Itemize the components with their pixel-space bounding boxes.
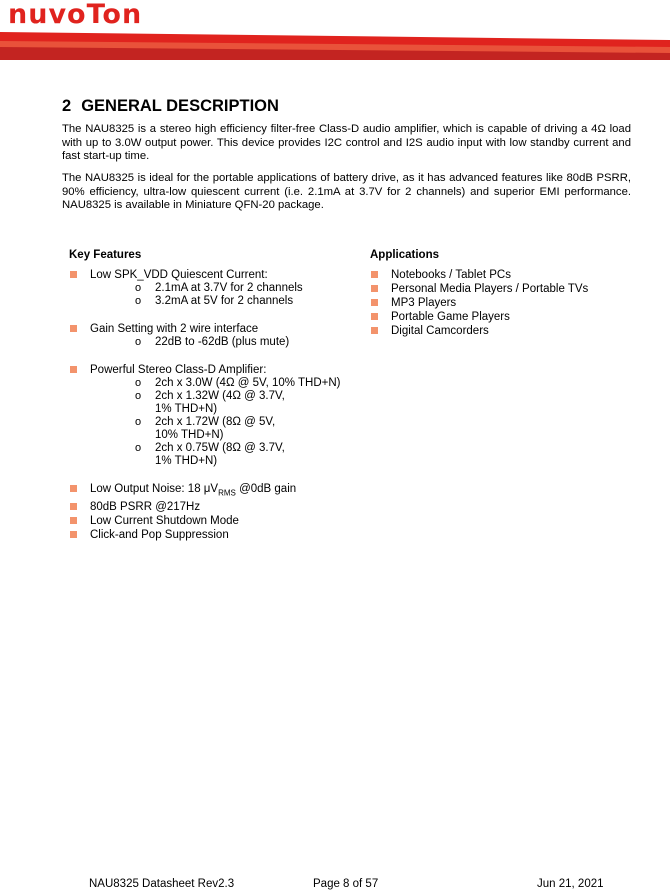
square-bullet-icon [70,503,77,510]
sub-item-text: 2ch x 1.32W (4Ω @ 3.7V, 1% THD+N) [155,390,285,415]
sub-item-text: 2ch x 0.75W (8Ω @ 3.7V, 1% THD+N) [155,442,285,467]
feature-label: Low SPK_VDD Quiescent Current: [90,269,268,281]
circle-bullet-icon: o [135,295,142,307]
feature-label: Low Current Shutdown Mode [90,515,239,528]
section-number: 2 [62,97,72,115]
section-title-text: GENERAL DESCRIPTION [81,97,279,115]
description-paragraph-2: The NAU8325 is ideal for the portable applications of battery drive, as it has advanced features like 80dB PSRR, 90% efficiency, ultra-low quiescent current (i.e. 2.1mA at 3.7V for 2 channels) and superior EMI performance. NAU8325 is available in Miniature QFN-20 package. [62,172,631,212]
rms-subscript: RMS [218,488,236,498]
application-label: Digital Camcorders [391,325,489,337]
circle-bullet-icon: o [135,282,142,294]
sub-item [90,416,290,442]
applications-heading: Applications [370,249,440,261]
application-label: Portable Game Players [391,311,510,323]
sub-item [90,377,375,390]
circle-bullet-icon: o [135,390,142,402]
section-title [62,96,279,116]
sub-item-text: 2.1mA at 3.7V for 2 channels [155,282,303,294]
application-item [370,324,640,338]
sub-item [90,295,375,308]
footer-date: Jun 21, 2021 [537,878,604,890]
square-bullet-icon [371,313,378,320]
square-bullet-icon [371,299,378,306]
description-paragraph-1: The NAU8325 is a stereo high efficiency filter-free Class-D audio amplifier, which is capable of driving a 4Ω load with up to 3.0W output power. This device provides I2C control and I2S audio input with low standby current and fast start-up time. [62,123,631,163]
applications-list [370,268,640,338]
feature-item [69,322,369,349]
feature-sublist [90,282,369,308]
feature-label: 80dB PSRR @217Hz [90,501,201,514]
square-bullet-icon [70,485,77,492]
sub-item-text: 3.2mA at 5V for 2 channels [155,295,294,307]
square-bullet-icon [70,271,77,278]
sub-item [90,336,375,349]
application-label: MP3 Players [391,297,457,309]
application-item [370,282,640,296]
square-bullet-icon [371,327,378,334]
square-bullet-icon [70,366,77,373]
key-features-section [69,248,369,542]
feature-label: Gain Setting with 2 wire interface [90,323,259,335]
sub-item [90,390,290,416]
circle-bullet-icon: o [135,336,142,348]
square-bullet-icon [70,325,77,332]
feature-label: Low Output Noise: 18 μV [90,483,219,495]
sub-item-text: 2ch x 3.0W (4Ω @ 5V, 10% THD+N) [155,377,341,389]
application-label: Personal Media Players / Portable TVs [391,283,589,295]
feature-label: Powerful Stereo Class-D Amplifier: [90,364,267,376]
feature-item [69,528,369,542]
key-features-heading: Key Features [69,249,142,261]
circle-bullet-icon: o [135,442,142,454]
sub-item-text: 22dB to -62dB (plus mute) [155,336,290,348]
feature-sublist [90,336,369,349]
sub-item-text: 2ch x 1.72W (8Ω @ 5V, 10% THD+N) [155,416,276,441]
feature-item [69,500,369,514]
circle-bullet-icon: o [135,416,142,428]
feature-sublist [90,377,369,468]
footer-doc-title: NAU8325 Datasheet Rev2.3 [89,878,235,890]
application-item [370,268,640,282]
application-item [370,310,640,324]
feature-item [69,482,369,500]
feature-item [69,514,369,528]
footer-page-number: Page 8 of 57 [313,878,379,890]
square-bullet-icon [70,517,77,524]
feature-label-suffix: @0dB gain [235,483,297,495]
square-bullet-icon [371,285,378,292]
application-label: Notebooks / Tablet PCs [391,269,511,281]
nuvoton-logo: nuvoTon [8,0,143,30]
feature-item [69,268,369,308]
applications-section [370,248,640,338]
square-bullet-icon [70,531,77,538]
header-banner [0,28,670,60]
circle-bullet-icon: o [135,377,142,389]
feature-label: Click-and Pop Suppression [90,529,229,542]
key-features-list [69,268,369,542]
application-item [370,296,640,310]
feature-item [69,363,369,468]
square-bullet-icon [371,271,378,278]
sub-item [90,282,375,295]
sub-item [90,442,290,468]
